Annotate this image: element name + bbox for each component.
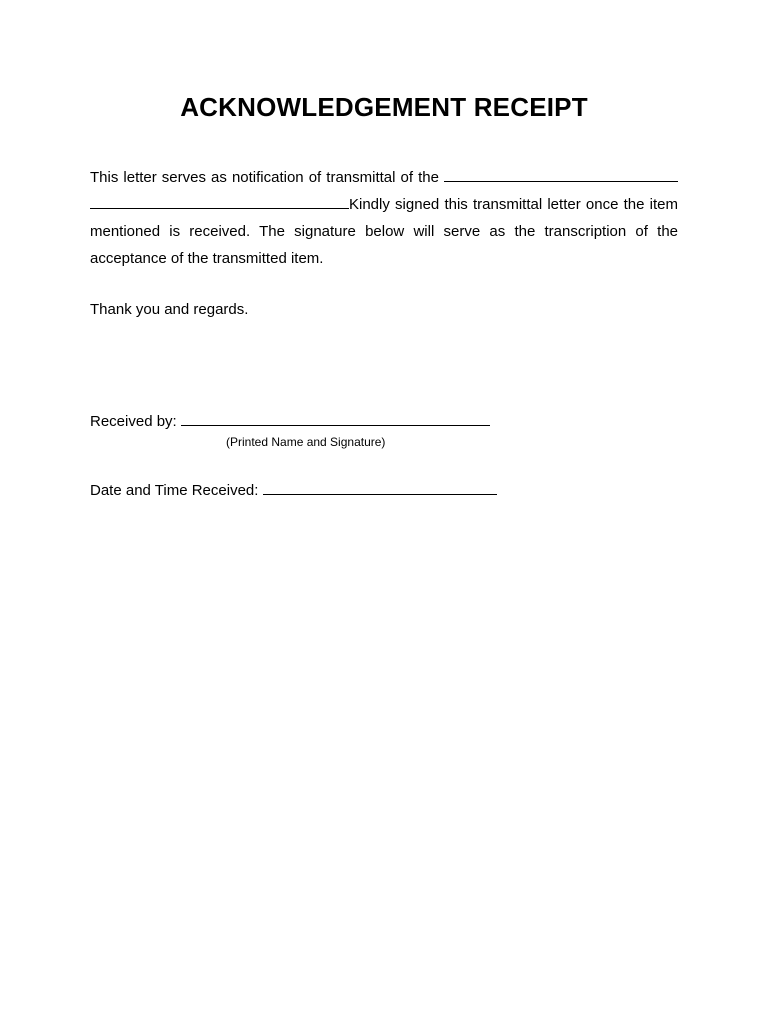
item-blank-line-2	[90, 192, 349, 209]
body-paragraph	[90, 164, 678, 272]
received-by-label: Received by:	[90, 413, 181, 430]
date-received-label: Date and Time Received:	[90, 482, 263, 499]
received-by-row	[90, 409, 490, 430]
closing-text: Thank you and regards.	[90, 301, 249, 318]
received-by-blank-line	[181, 409, 490, 426]
date-received-blank-line	[263, 478, 497, 495]
paragraph-text-2: Kindly signed this transmittal letter once the item mentioned is received. The signature below will serve as the transcription of the acceptance of the transmitted item.	[90, 196, 678, 267]
item-blank-line-1	[444, 165, 678, 182]
signature-caption: (Printed Name and Signature)	[226, 435, 386, 449]
date-received-row	[90, 478, 497, 499]
document-title: ACKNOWLEDGEMENT RECEIPT	[180, 92, 588, 122]
paragraph-text-1: This letter serves as notification of transmittal of the	[90, 169, 444, 186]
